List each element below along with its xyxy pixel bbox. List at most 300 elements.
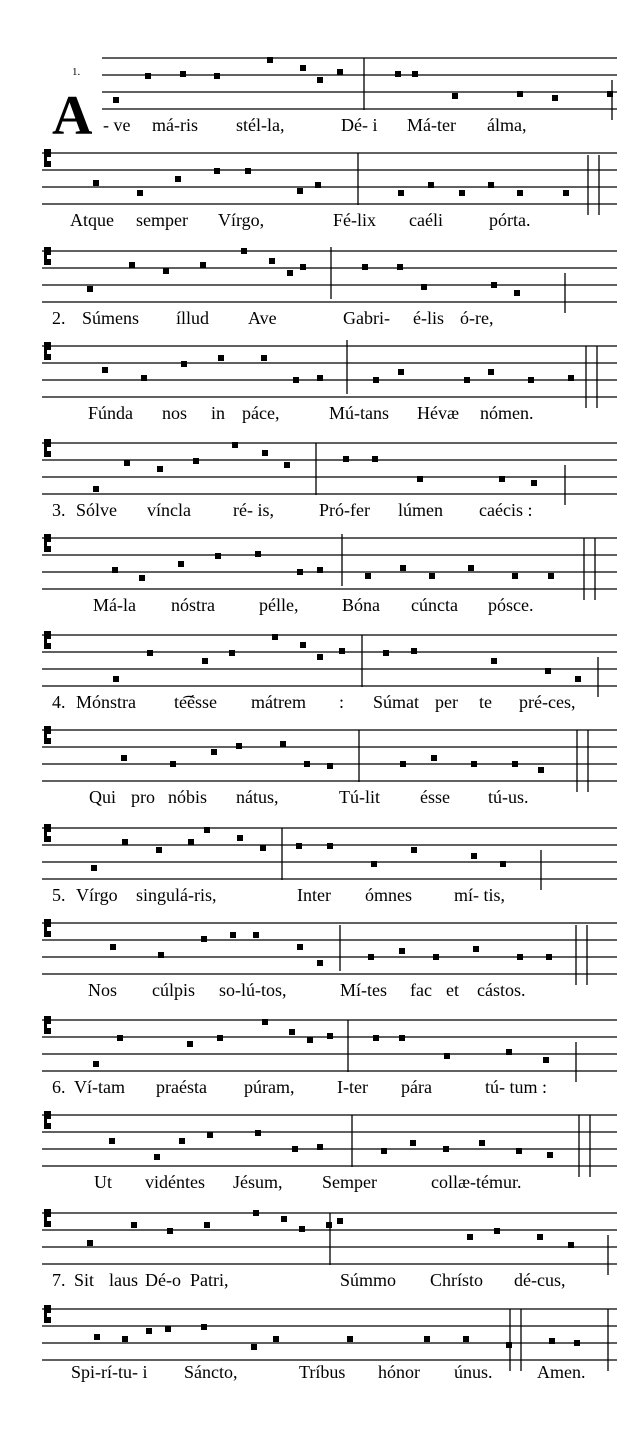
neume-note <box>381 1148 387 1154</box>
neume-note <box>179 1138 185 1144</box>
lyric-syllable: Inter <box>297 885 331 905</box>
c-clef-icon <box>44 1209 51 1227</box>
lyric-syllable: dé-cus, <box>514 1270 566 1290</box>
neume-note <box>245 168 251 174</box>
lyric-syllable: pósce. <box>488 595 534 615</box>
lyric-syllable: ré- is, <box>233 500 274 520</box>
neume-note <box>232 442 238 448</box>
neume-note <box>284 462 290 468</box>
neume-note <box>399 1035 405 1041</box>
neume-note <box>281 1216 287 1222</box>
lyric-syllable: é-lis <box>413 308 444 328</box>
lyric-syllable: hónor <box>378 1362 420 1382</box>
neume-note <box>94 1334 100 1340</box>
neume-note <box>433 954 439 960</box>
lyric-syllable: Dé-o <box>145 1270 181 1290</box>
four-line-staff <box>42 243 617 315</box>
neume-note <box>255 551 261 557</box>
neume-note <box>459 190 465 196</box>
neume-note <box>400 761 406 767</box>
lyric-syllable: Mónstra <box>76 692 136 712</box>
lyric-syllable: ó-re, <box>460 308 494 328</box>
neume-note <box>568 1242 574 1248</box>
neume-note <box>500 861 506 867</box>
lyric-syllable: cúlpis <box>152 980 195 1000</box>
neume-note <box>93 1061 99 1067</box>
lyric-syllable: Atque <box>70 210 114 230</box>
four-line-staff <box>42 722 617 794</box>
neume-note <box>267 57 273 63</box>
neume-note <box>327 843 333 849</box>
neume-note <box>400 565 406 571</box>
neume-note <box>207 1132 213 1138</box>
lyric-syllable: pórta. <box>489 210 531 230</box>
c-clef-icon <box>44 919 51 937</box>
lyric-syllable: Tú-lit <box>339 787 380 807</box>
neume-note <box>471 853 477 859</box>
neume-note <box>158 952 164 958</box>
lyric-syllable: Sit <box>74 1270 95 1290</box>
neume-note <box>129 262 135 268</box>
neume-note <box>272 634 278 640</box>
neume-note <box>365 573 371 579</box>
neume-note <box>537 1234 543 1240</box>
neume-note <box>175 176 181 182</box>
neume-note <box>491 282 497 288</box>
neume-note <box>429 573 435 579</box>
lyric-syllable: in <box>211 403 226 423</box>
neume-note <box>411 648 417 654</box>
c-clef-icon <box>44 824 51 842</box>
lyric-syllable: Chrísto <box>430 1270 484 1290</box>
neume-note <box>297 944 303 950</box>
neume-note <box>514 290 520 296</box>
lyric-syllable: Jésum, <box>233 1172 283 1192</box>
lyric-syllable: Vírgo <box>76 885 118 905</box>
neume-note <box>280 741 286 747</box>
lyric-syllable: stél-la, <box>236 115 285 135</box>
c-clef-icon <box>44 342 51 360</box>
lyric-syllable: Mú-tans <box>329 403 389 423</box>
neume-note <box>473 946 479 952</box>
lyric-syllable: cúncta <box>411 595 458 615</box>
neume-note <box>443 1146 449 1152</box>
neume-note <box>464 377 470 383</box>
neume-note <box>300 642 306 648</box>
neume-note <box>102 367 108 373</box>
neume-note <box>261 355 267 361</box>
neume-note <box>337 1218 343 1224</box>
lyric-syllable: pélle, <box>259 595 299 615</box>
neume-note <box>547 1152 553 1158</box>
lyric-syllable: álma, <box>487 115 527 135</box>
lyric-syllable: 7. <box>52 1270 66 1290</box>
lyric-syllable: te͡ésse <box>174 692 217 712</box>
lyric-syllable: Nos <box>88 980 118 1000</box>
neume-note <box>317 960 323 966</box>
neume-note <box>297 188 303 194</box>
neume-note <box>463 1336 469 1342</box>
neume-note <box>552 95 558 101</box>
neume-note <box>549 1338 555 1344</box>
lyric-syllable: fac <box>410 980 432 1000</box>
four-line-staff <box>42 50 617 122</box>
neume-note <box>296 843 302 849</box>
lyric-syllable: 6. <box>52 1077 66 1097</box>
lyric-syllable: Má-ter <box>407 115 456 135</box>
neume-note <box>568 375 574 381</box>
lyric-syllable: Fúnda <box>88 403 133 423</box>
c-clef-icon <box>44 1111 51 1129</box>
neume-note <box>214 168 220 174</box>
neume-note <box>181 361 187 367</box>
lyric-syllable: Súmmo <box>340 1270 397 1290</box>
lyric-syllable: nómen. <box>480 403 534 423</box>
lyric-syllable: Bóna <box>342 595 380 615</box>
neume-note <box>214 73 220 79</box>
neume-note <box>563 190 569 196</box>
neume-note <box>327 1033 333 1039</box>
neume-note <box>218 355 224 361</box>
lyric-syllable: per <box>435 692 458 712</box>
neume-note <box>574 1340 580 1346</box>
neume-note <box>399 948 405 954</box>
lyric-syllable: mátrem <box>251 692 306 712</box>
neume-note <box>253 1210 259 1216</box>
neume-note <box>410 1140 416 1146</box>
neume-note <box>543 1057 549 1063</box>
four-line-staff <box>42 435 617 507</box>
neume-note <box>431 755 437 761</box>
neume-note <box>131 1222 137 1228</box>
lyric-syllable: Mí-tes <box>340 980 387 1000</box>
neume-note <box>113 97 119 103</box>
lyric-syllable: tú- tum : <box>485 1077 547 1097</box>
neume-note <box>371 861 377 867</box>
neume-note <box>424 1336 430 1342</box>
neume-note <box>506 1049 512 1055</box>
neume-note <box>398 369 404 375</box>
neume-note <box>187 1041 193 1047</box>
neume-note <box>215 553 221 559</box>
neume-note <box>528 377 534 383</box>
neume-note <box>188 839 194 845</box>
neume-note <box>260 845 266 851</box>
neume-note <box>139 575 145 581</box>
neume-note <box>546 954 552 960</box>
neume-note <box>300 65 306 71</box>
lyric-syllable: semper <box>136 210 188 230</box>
lyric-syllable: Pró-fer <box>319 500 370 520</box>
neume-note <box>141 375 147 381</box>
four-line-staff <box>42 915 617 987</box>
lyric-syllable: caéli <box>409 210 443 230</box>
lyric-syllable: lúmen <box>398 500 443 520</box>
neume-note <box>468 565 474 571</box>
neume-note <box>122 839 128 845</box>
lyric-syllable: Gabri- <box>343 308 390 328</box>
neume-note <box>317 1144 323 1150</box>
neume-note <box>93 486 99 492</box>
neume-note <box>398 190 404 196</box>
lyric-syllable: mí- tis, <box>454 885 506 905</box>
neume-note <box>156 847 162 853</box>
neume-note <box>87 1240 93 1246</box>
lyric-syllable: íllud <box>176 308 210 328</box>
neume-note <box>452 93 458 99</box>
neume-note <box>124 460 130 466</box>
neume-note <box>229 650 235 656</box>
lyric-syllable: páce, <box>242 403 280 423</box>
neume-note <box>300 264 306 270</box>
neume-note <box>289 1029 295 1035</box>
neume-note <box>531 480 537 486</box>
neume-note <box>201 936 207 942</box>
neume-note <box>165 1326 171 1332</box>
lyric-syllable: pro <box>131 787 155 807</box>
neume-note <box>237 835 243 841</box>
neume-note <box>506 1342 512 1348</box>
neume-note <box>180 71 186 77</box>
neume-note <box>230 932 236 938</box>
lyric-syllable: laus <box>109 1270 138 1290</box>
lyric-syllable: púram, <box>244 1077 295 1097</box>
neume-note <box>516 1148 522 1154</box>
lyric-syllable: - ve <box>103 115 131 135</box>
lyric-syllable: nóbis <box>168 787 208 807</box>
lyric-syllable: Qui <box>89 787 116 807</box>
neume-note <box>339 648 345 654</box>
neume-note <box>299 1226 305 1232</box>
lyric-syllable: tú-us. <box>488 787 529 807</box>
c-clef-icon <box>44 534 51 552</box>
neume-note <box>372 456 378 462</box>
neume-note <box>154 1154 160 1160</box>
verse-number: 1. <box>72 66 81 78</box>
lyric-syllable: ésse <box>420 787 450 807</box>
lyric-syllable: vidéntes <box>145 1172 205 1192</box>
neume-note <box>145 73 151 79</box>
neume-note <box>255 1130 261 1136</box>
neume-note <box>304 761 310 767</box>
neume-note <box>253 932 259 938</box>
neume-note <box>512 573 518 579</box>
neume-note <box>548 573 554 579</box>
neume-note <box>317 77 323 83</box>
neume-note <box>412 71 418 77</box>
lyric-syllable: so-lú-tos, <box>219 980 287 1000</box>
c-clef-icon <box>44 149 51 167</box>
lyric-syllable: caécis : <box>479 500 533 520</box>
neume-note <box>147 650 153 656</box>
neume-note <box>368 954 374 960</box>
lyric-syllable: Má-la <box>93 595 136 615</box>
c-clef-icon <box>44 631 51 649</box>
four-line-staff <box>42 145 617 217</box>
neume-note <box>397 264 403 270</box>
lyric-syllable: Sáncto, <box>184 1362 238 1382</box>
lyric-syllable: nos <box>162 403 188 423</box>
neume-note <box>337 69 343 75</box>
neume-note <box>499 476 505 482</box>
initial-letter: A <box>52 85 93 147</box>
c-clef-icon <box>44 247 51 265</box>
lyric-syllable: singulá-ris, <box>136 885 217 905</box>
lyric-syllable: pára <box>401 1077 432 1097</box>
neume-note <box>113 676 119 682</box>
neume-note <box>471 761 477 767</box>
lyric-syllable: Ví-tam <box>74 1077 125 1097</box>
neume-note <box>317 375 323 381</box>
lyric-syllable: Fé-lix <box>333 210 376 230</box>
lyric-syllable: 5. <box>52 885 66 905</box>
neume-note <box>347 1336 353 1342</box>
neume-note <box>157 466 163 472</box>
four-line-staff <box>42 530 617 602</box>
neume-note <box>269 258 275 264</box>
neume-note <box>512 761 518 767</box>
lyric-syllable: Hévæ <box>417 403 459 423</box>
neume-note <box>315 182 321 188</box>
neume-note <box>91 865 97 871</box>
lyric-syllable: má-ris <box>152 115 198 135</box>
neume-note <box>517 190 523 196</box>
neume-note <box>373 377 379 383</box>
neume-note <box>428 182 434 188</box>
four-line-staff <box>42 1205 617 1277</box>
lyric-syllable: Ut <box>94 1172 112 1192</box>
neume-note <box>236 743 242 749</box>
lyric-syllable: et <box>446 980 459 1000</box>
neume-note <box>201 1324 207 1330</box>
neume-note <box>575 676 581 682</box>
neume-note <box>494 1228 500 1234</box>
neume-note <box>193 458 199 464</box>
neume-note <box>262 450 268 456</box>
lyric-syllable: nóstra <box>171 595 215 615</box>
neume-note <box>241 248 247 254</box>
neume-note <box>479 1140 485 1146</box>
neume-note <box>538 767 544 773</box>
four-line-staff <box>42 627 617 699</box>
lyric-syllable: Vírgo, <box>218 210 265 230</box>
lyric-syllable: Spi-rí-tu- i <box>71 1362 148 1382</box>
neume-note <box>411 847 417 853</box>
neume-note <box>293 377 299 383</box>
lyric-syllable: praésta <box>156 1077 207 1097</box>
lyric-syllable: nátus, <box>236 787 279 807</box>
four-line-staff <box>42 1107 617 1179</box>
neume-note <box>262 1019 268 1025</box>
lyric-syllable: 4. <box>52 692 66 712</box>
neume-note <box>117 1035 123 1041</box>
lyric-syllable: collæ-témur. <box>431 1172 522 1192</box>
lyric-syllable: pré-ces, <box>519 692 576 712</box>
neume-note <box>488 182 494 188</box>
c-clef-icon <box>44 1016 51 1034</box>
lyric-syllable: Amen. <box>537 1362 586 1382</box>
neume-note <box>163 268 169 274</box>
neume-note <box>395 71 401 77</box>
neume-note <box>211 749 217 755</box>
c-clef-icon <box>44 1305 51 1323</box>
neume-note <box>297 569 303 575</box>
four-line-staff <box>42 1012 617 1084</box>
neume-note <box>170 761 176 767</box>
neume-note <box>93 180 99 186</box>
neume-note <box>204 827 210 833</box>
neume-note <box>137 190 143 196</box>
lyric-syllable: Dé- i <box>341 115 378 135</box>
neume-note <box>121 755 127 761</box>
neume-note <box>317 567 323 573</box>
four-line-staff <box>42 820 617 892</box>
neume-note <box>204 1222 210 1228</box>
neume-note <box>109 1138 115 1144</box>
lyric-syllable: Tríbus <box>299 1362 346 1382</box>
neume-note <box>326 1222 332 1228</box>
neume-note <box>517 91 523 97</box>
neume-note <box>383 650 389 656</box>
lyric-syllable: víncla <box>147 500 191 520</box>
lyric-syllable: te <box>479 692 492 712</box>
lyric-syllable: 2. <box>52 308 66 328</box>
neume-note <box>110 944 116 950</box>
lyric-syllable: Ave <box>248 308 277 328</box>
lyric-syllable: Súmens <box>82 308 140 328</box>
neume-note <box>421 284 427 290</box>
neume-note <box>317 654 323 660</box>
neume-note <box>217 1035 223 1041</box>
neume-note <box>287 270 293 276</box>
neume-note <box>202 658 208 664</box>
neume-note <box>292 1146 298 1152</box>
neume-note <box>444 1053 450 1059</box>
neume-note <box>545 668 551 674</box>
lyric-syllable: Semper <box>322 1172 377 1192</box>
lyric-syllable: únus. <box>454 1362 493 1382</box>
c-clef-icon <box>44 726 51 744</box>
neume-note <box>491 658 497 664</box>
neume-note <box>467 1234 473 1240</box>
neume-note <box>417 476 423 482</box>
neume-note <box>327 763 333 769</box>
lyric-syllable: Patri, <box>190 1270 229 1290</box>
lyric-syllable: ómnes <box>365 885 412 905</box>
neume-note <box>343 456 349 462</box>
neume-note <box>373 1035 379 1041</box>
neume-note <box>178 561 184 567</box>
neume-note <box>488 369 494 375</box>
lyric-syllable: : <box>339 692 345 712</box>
lyric-syllable: I-ter <box>337 1077 368 1097</box>
neume-note <box>517 954 523 960</box>
neume-note <box>112 567 118 573</box>
neume-note <box>273 1336 279 1342</box>
c-clef-icon <box>44 439 51 457</box>
neume-note <box>362 264 368 270</box>
lyric-syllable: cástos. <box>477 980 526 1000</box>
four-line-staff <box>42 338 617 410</box>
lyric-syllable: 3. <box>52 500 66 520</box>
neume-note <box>251 1344 257 1350</box>
neume-note <box>167 1228 173 1234</box>
lyric-syllable: Sólve <box>76 500 118 520</box>
neume-note <box>307 1037 313 1043</box>
neume-note <box>200 262 206 268</box>
neume-note <box>146 1328 152 1334</box>
neume-note <box>122 1336 128 1342</box>
